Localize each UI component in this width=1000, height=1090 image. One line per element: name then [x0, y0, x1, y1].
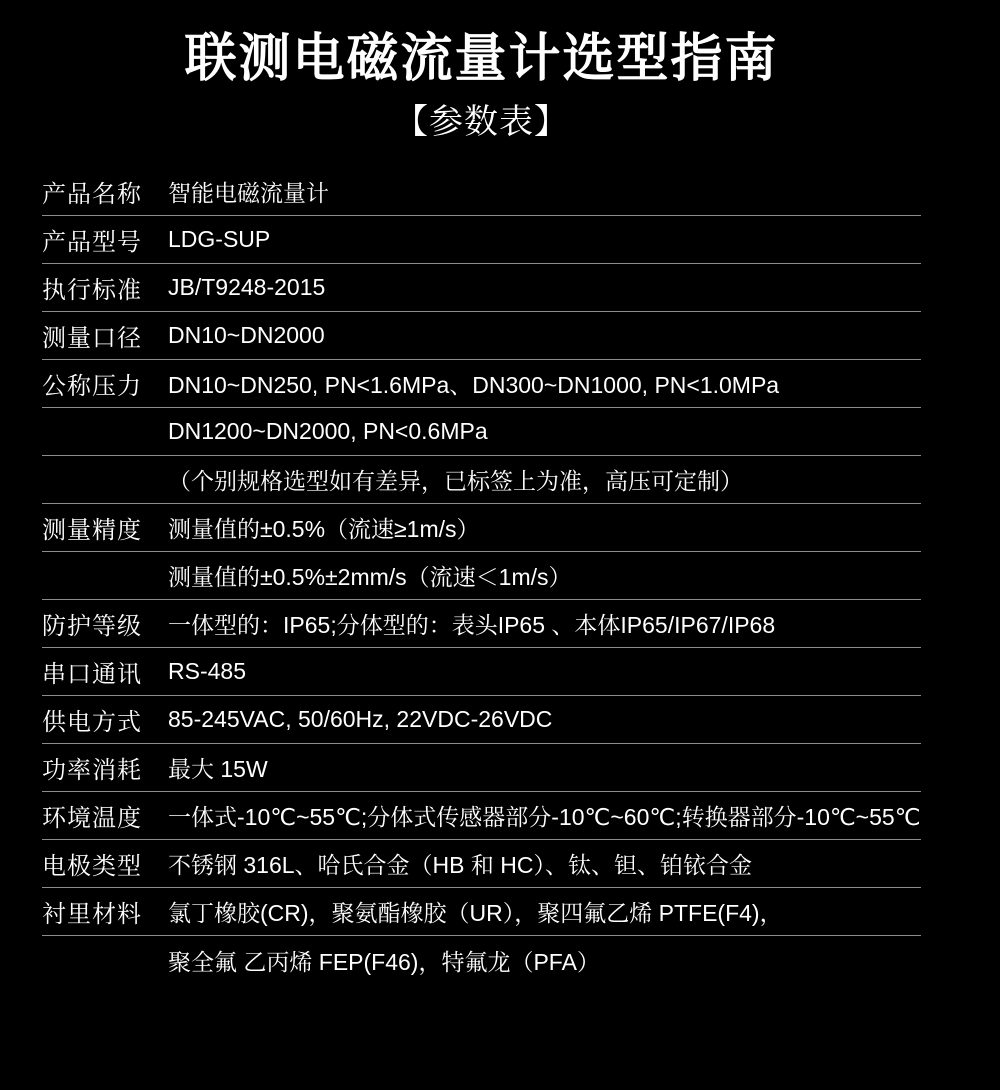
- row-value: 氯丁橡胶(CR)，聚氨酯橡胶（UR），聚四氟乙烯 PTFE(F4)，: [168, 900, 783, 926]
- table-row: [42, 408, 921, 456]
- content-column: [42, 0, 921, 984]
- table-row: [42, 168, 921, 216]
- table-row: [42, 360, 921, 408]
- row-label: 衬里材料: [42, 901, 142, 928]
- row-value: 最大 15W: [168, 756, 268, 782]
- row-label: 公称压力: [42, 373, 142, 400]
- table-row: [42, 936, 921, 984]
- row-label: 执行标准: [42, 277, 142, 304]
- row-label: 测量精度: [42, 517, 142, 544]
- table-row: [42, 792, 921, 840]
- parameter-table: [42, 168, 921, 984]
- page-subtitle: 【参数表】: [394, 103, 569, 141]
- row-label: 产品名称: [42, 181, 142, 208]
- row-value: 85-245VAC, 50/60Hz, 22VDC-26VDC: [168, 706, 553, 732]
- row-value: DN1200~DN2000, PN<0.6MPa: [168, 418, 488, 444]
- row-label: 测量口径: [42, 325, 142, 352]
- row-value: 一体式-10℃~55℃;分体式传感器部分-10℃~60℃;转换器部分-10℃~55℃: [168, 804, 921, 830]
- table-row: [42, 744, 921, 792]
- row-value: JB/T9248-2015: [168, 274, 326, 300]
- table-row: [42, 552, 921, 600]
- table-row: [42, 504, 921, 552]
- row-value: 不锈钢 316L、哈氏合金（HB 和 HC）、钛、钽、铂铱合金: [168, 852, 753, 878]
- table-row: [42, 456, 921, 504]
- table-row: [42, 696, 921, 744]
- row-value: DN10~DN2000: [168, 322, 325, 348]
- table-row: [42, 648, 921, 696]
- table-row: [42, 840, 921, 888]
- row-value: 聚全氟 乙丙烯 FEP(F46)，特氟龙（PFA）: [168, 948, 600, 975]
- row-label: 功率消耗: [42, 757, 142, 784]
- row-value: 测量值的±0.5%（流速≥1m/s）: [168, 516, 480, 542]
- row-value: （个别规格选型如有差异，已标签上为准，高压可定制）: [168, 468, 743, 494]
- table-row: [42, 888, 921, 936]
- row-label: 供电方式: [42, 709, 142, 736]
- table-row: [42, 312, 921, 360]
- table-row: [42, 264, 921, 312]
- row-value: 测量值的±0.5%±2mm/s（流速＜1m/s）: [168, 564, 572, 590]
- table-row: [42, 216, 921, 264]
- row-value: LDG-SUP: [168, 226, 271, 252]
- row-label: 电极类型: [42, 853, 142, 880]
- row-value: DN10~DN250, PN<1.6MPa、DN300~DN1000, PN<1.0MPa: [168, 372, 780, 398]
- row-label: 串口通讯: [42, 661, 142, 688]
- row-value: 一体型的：IP65;分体型的：表头IP65 、本体IP65/IP67/IP68: [168, 612, 776, 638]
- table-row: [42, 600, 921, 648]
- page-title: 联测电磁流量计选型指南: [184, 30, 779, 88]
- row-label: 防护等级: [42, 613, 142, 640]
- row-label: 产品型号: [42, 229, 142, 256]
- row-value: RS-485: [168, 658, 246, 684]
- row-label: 环境温度: [42, 805, 142, 832]
- row-value: 智能电磁流量计: [168, 180, 329, 206]
